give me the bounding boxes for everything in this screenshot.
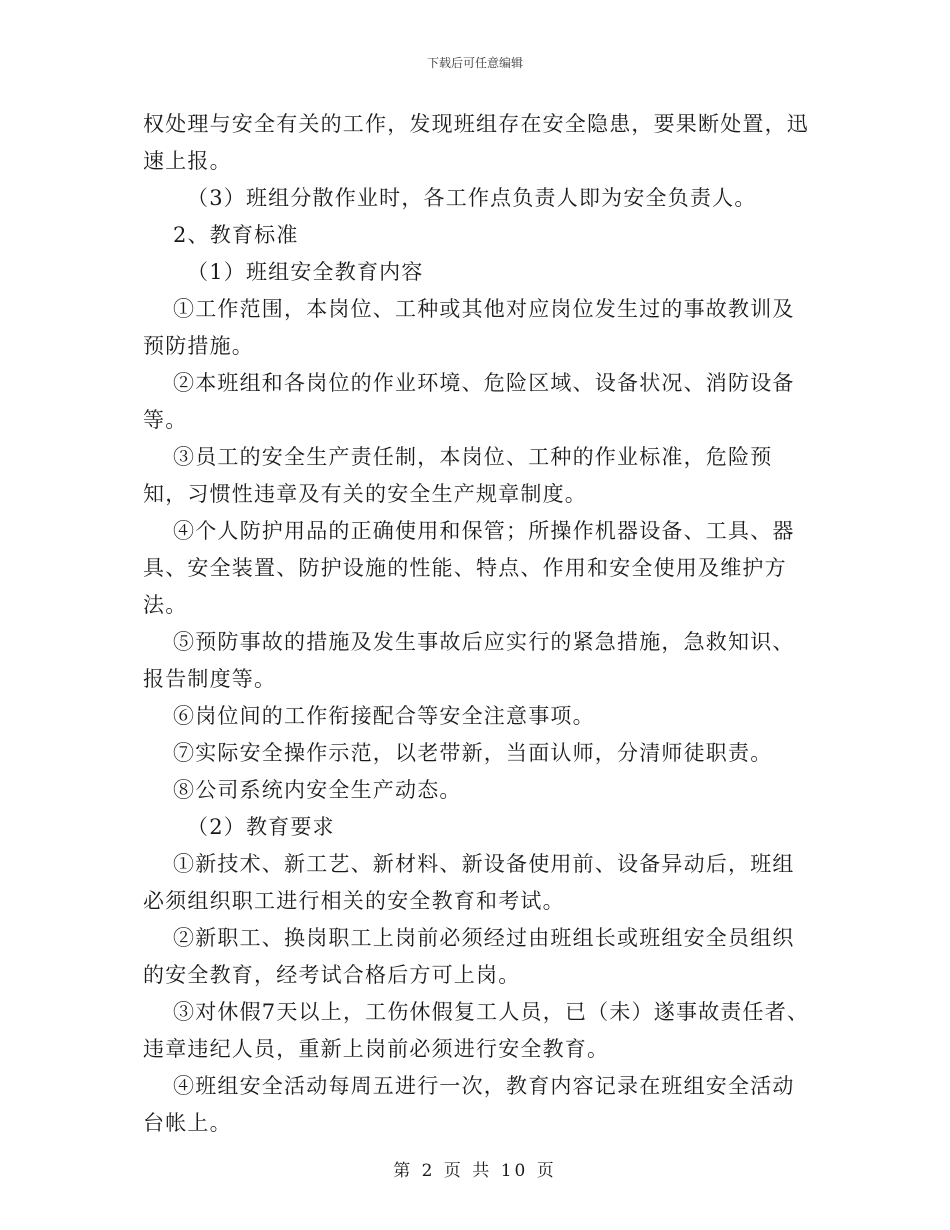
list-item: ④班组安全活动每周五进行一次，教育内容记录在班组安全活动台帐上。 bbox=[143, 1074, 795, 1135]
list-item: ③员工的安全生产责任制，本岗位、工种的作业标准，危险预知，习惯性违章及有关的安全生产规章制度。 bbox=[143, 445, 773, 506]
subsection-heading-content: （1）班组安全教育内容 bbox=[187, 260, 424, 284]
list-item: ①新技术、新工艺、新材料、新设备使用前、设备异动后，班组必须组织职工进行相关的安全教育和考试。 bbox=[143, 852, 795, 913]
subsection-heading-requirements: （2）教育要求 bbox=[187, 815, 335, 839]
page-number-footer: 第 2 页 共 10 页 bbox=[393, 1161, 557, 1181]
list-item: ②新职工、换岗职工上岗前必须经过由班组长或班组安全员组织的安全教育，经考试合格后方可上岗。 bbox=[143, 926, 795, 987]
document-body bbox=[143, 106, 810, 1142]
page-header: 下载后可任意编辑 bbox=[426, 56, 523, 70]
paragraph-continuation: 权处理与安全有关的工作，发现班组存在安全隐患，要果断处置，迅速上报。 bbox=[143, 112, 809, 173]
list-item: ④个人防护用品的正确使用和保管；所操作机器设备、工具、器具、安全装置、防护设施的性能、特点、作用和安全使用及维护方法。 bbox=[143, 519, 795, 617]
paragraph-item-3: （3）班组分散作业时，各工作点负责人即为安全负责人。 bbox=[187, 186, 757, 210]
section-heading-education-standard: 2、教育标准 bbox=[173, 223, 299, 247]
list-item: ②本班组和各岗位的作业环境、危险区域、设备状况、消防设备等。 bbox=[143, 371, 795, 432]
list-item: ⑦实际安全操作示范，以老带新，当面认师，分清师徒职责。 bbox=[173, 741, 773, 765]
list-item: ⑧公司系统内安全生产动态。 bbox=[173, 778, 462, 802]
list-item: ⑤预防事故的措施及发生事故后应实行的紧急措施，急救知识、报告制度等。 bbox=[143, 630, 795, 691]
list-item: ⑥岗位间的工作衔接配合等安全注意事项。 bbox=[173, 704, 595, 728]
list-item: ③对休假7天以上，工伤休假复工人员，已（未）遂事故责任者、违章违纪人员，重新上岗前必须进行安全教育。 bbox=[143, 1000, 810, 1061]
list-item: ①工作范围，本岗位、工种或其他对应岗位发生过的事故教训及预防措施。 bbox=[143, 297, 795, 358]
